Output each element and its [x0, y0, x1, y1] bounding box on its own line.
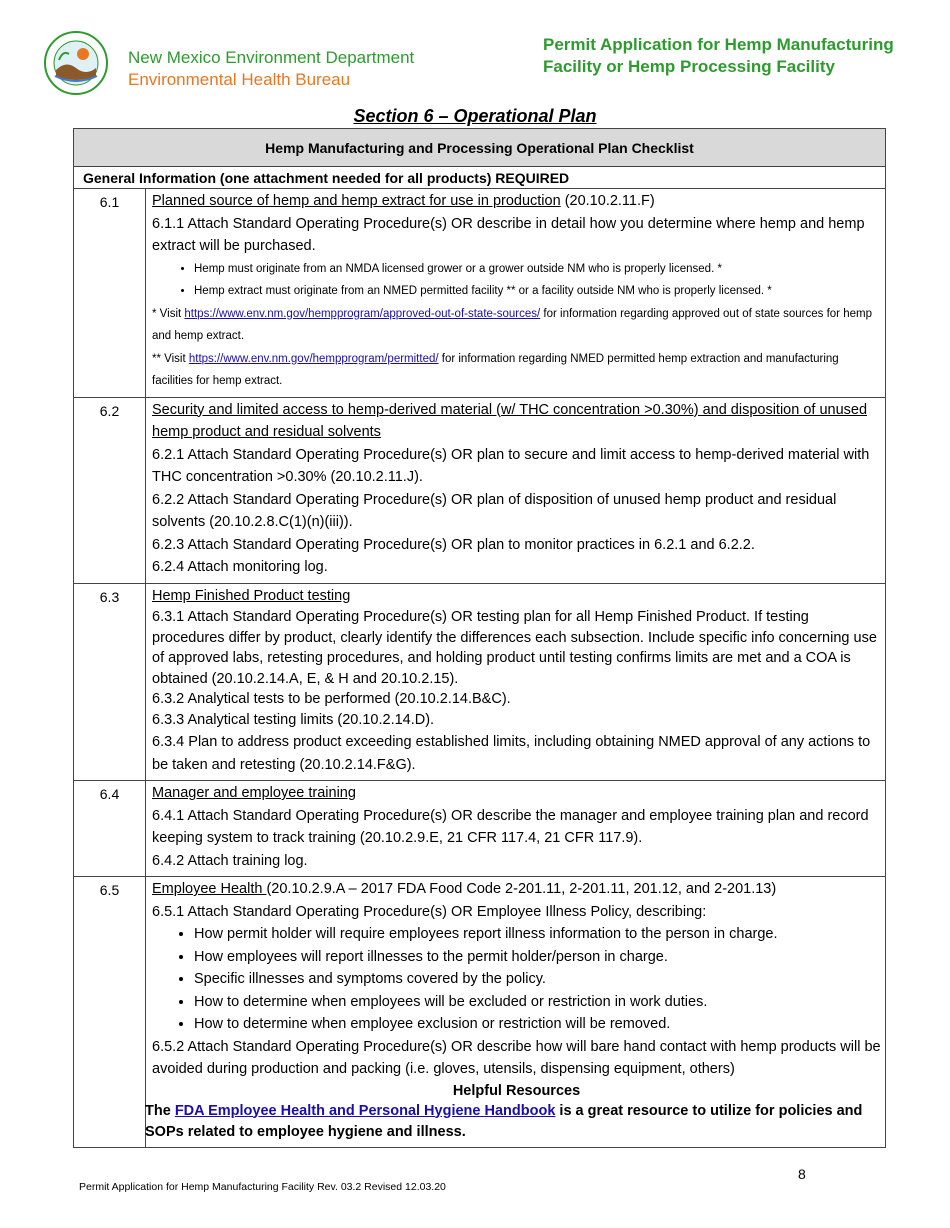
item-paragraph: 6.3.2 Analytical tests to be performed (20.10.2.14.B&C).: [152, 691, 511, 707]
org-line-2: Environmental Health Bureau: [128, 70, 351, 89]
doc-title-line-1: Permit Application for Hemp Manufacturing: [543, 35, 894, 54]
item-number: 6.5: [74, 877, 146, 1148]
item-number: 6.1: [74, 189, 146, 398]
item-title: Manager and employee training: [152, 785, 356, 801]
page-number: 8: [798, 1166, 806, 1182]
list-item: • How to determine when employees will be excluded or restriction in work duties.: [194, 991, 881, 1014]
item-paragraph: 6.4.1 Attach Standard Operating Procedure(s) OR describe the manager and employee training plan and record keeping system to track training (20.10.2.9.E, 21 CFR 117.4, 21 CFR 117.9).: [152, 807, 869, 846]
item-content: [146, 397, 886, 583]
item-number: 6.2: [74, 397, 146, 583]
item-paragraph: 6.2.1 Attach Standard Operating Procedure(s) OR plan to secure and limit access to hemp-derived material with THC concentration >0.30% (20.10.2.11.J).: [152, 446, 870, 485]
resources-text: [145, 1101, 881, 1143]
item-paragraph: 6.3.4 Plan to address product exceeding established limits, including obtaining NMED approval of any actions to be taken and retesting (20.10.2.14.F&G).: [152, 734, 871, 773]
table-header: Hemp Manufacturing and Processing Operational Plan Checklist: [74, 129, 886, 167]
resources-heading: Helpful Resources: [452, 1082, 581, 1099]
table-header-row: [74, 129, 886, 167]
list-item: • How employees will report illnesses to the permit holder/person in charge.: [194, 946, 881, 969]
item-title: Security and limited access to hemp-derived material (w/ THC concentration >0.30%) and disposition of unused hemp product and residual solvents: [152, 401, 868, 440]
list-item: • Hemp extract must originate from an NMED permitted facility ** or a facility outside NM who is properly licensed. *: [194, 280, 881, 303]
note-prefix: ** Visit: [152, 352, 189, 365]
item-paragraph: 6.3.1 Attach Standard Operating Procedure(s) OR testing plan for all Hemp Finished Product. If testing procedures differ by product, clearly identify the differences each subsection. Include specific info concerning use of approved labs, retesting procedures, and holding product until testing confirms limits are met and a COA is obtained (20.10.2.14.A, E, & H and 20.10.2.15).: [152, 609, 877, 687]
item-paragraph: 6.1.1 Attach Standard Operating Procedure(s) OR describe in detail how you determine where hemp and hemp extract will be purchased.: [152, 215, 865, 254]
approved-sources-link[interactable]: https://www.env.nm.gov/hempprogram/approved-out-of-state-sources/: [184, 307, 541, 320]
item-paragraph: 6.5.2 Attach Standard Operating Procedure(s) OR describe how will bare hand contact with hemp products will be avoided during production and packing (i.e. gloves, utensils, dispensing equipment, others): [152, 1038, 881, 1077]
document-title: [543, 34, 943, 78]
item-title: Hemp Finished Product testing: [152, 587, 351, 604]
item-number: 6.3: [74, 583, 146, 781]
item-paragraph: 6.3.3 Analytical testing limits (20.10.2.14.D).: [152, 712, 435, 728]
table-row: [74, 397, 886, 583]
table-row: [74, 189, 886, 398]
section-title: Section 6 – Operational Plan: [353, 106, 597, 126]
resources-suffix: is a great resource to utilize for policies and SOPs related to employee hygiene and illness.: [145, 1102, 863, 1140]
list-item: • How to determine when employee exclusion or restriction will be removed.: [194, 1013, 881, 1036]
item-paragraph: 6.2.4 Attach monitoring log.: [152, 559, 328, 575]
item-title-ref: (20.10.2.11.F): [560, 193, 655, 209]
item-paragraph: 6.2.2 Attach Standard Operating Procedure(s) OR plan of disposition of unused hemp product and residual solvents (20.10.2.8.C(1)(n)(iii)).: [152, 491, 837, 530]
general-info-row: [74, 167, 886, 189]
item-number: 6.4: [74, 781, 146, 877]
doc-title-line-2: Facility or Hemp Processing Facility: [543, 57, 835, 76]
item-title: Planned source of hemp and hemp extract for use in production: [152, 193, 561, 209]
item-content: [146, 781, 886, 877]
item-paragraph: 6.2.3 Attach Standard Operating Procedure(s) OR plan to monitor practices in 6.2.1 and 6.2.2.: [152, 536, 755, 553]
table-row: [74, 583, 886, 781]
permitted-facilities-link[interactable]: https://www.env.nm.gov/hempprogram/permitted/: [188, 352, 439, 365]
fda-handbook-link[interactable]: FDA Employee Health and Personal Hygiene Handbook: [174, 1102, 556, 1119]
note-prefix: * Visit: [152, 307, 185, 320]
note-text: for information regarding NMED permitted hemp extraction and manufacturing facilities for hemp extract.: [152, 352, 839, 387]
list-item: • How permit holder will require employees report illness information to the person in charge.: [194, 923, 881, 946]
list-item: • Hemp must originate from an NMDA licensed grower or a grower outside NM who is properly licensed. *: [194, 258, 881, 281]
general-info-heading: General Information (one attachment needed for all products) REQUIRED: [74, 167, 886, 189]
item-title-ref: (20.10.2.9.A – 2017 FDA Food Code 2-201.11, 2-201.11, 201.12, and 2-201.13): [266, 881, 777, 897]
organization-name: [128, 47, 414, 91]
resources-prefix: The: [145, 1102, 175, 1119]
item-content: [146, 189, 886, 398]
nmed-logo: [41, 30, 111, 96]
item-content: [146, 583, 886, 781]
operational-plan-checklist: [73, 128, 886, 1148]
item-paragraph: 6.5.1 Attach Standard Operating Procedure(s) OR Employee Illness Policy, describing:: [152, 903, 707, 920]
org-line-1: New Mexico Environment Department: [128, 48, 415, 67]
list-item: • Specific illnesses and symptoms covered by the policy.: [194, 968, 881, 991]
note: [152, 303, 881, 348]
item-content: [146, 877, 886, 1148]
note: [152, 348, 881, 393]
table-row: [74, 877, 886, 1148]
item-title: Employee Health: [152, 881, 267, 897]
table-row: [74, 781, 886, 877]
page-footer: Permit Application for Hemp Manufacturing Facility Rev. 03.2 Revised 12.03.20: [79, 1181, 446, 1193]
note-text: for information regarding approved out of state sources for hemp and hemp extract.: [152, 307, 872, 342]
item-paragraph: 6.4.2 Attach training log.: [152, 852, 308, 869]
